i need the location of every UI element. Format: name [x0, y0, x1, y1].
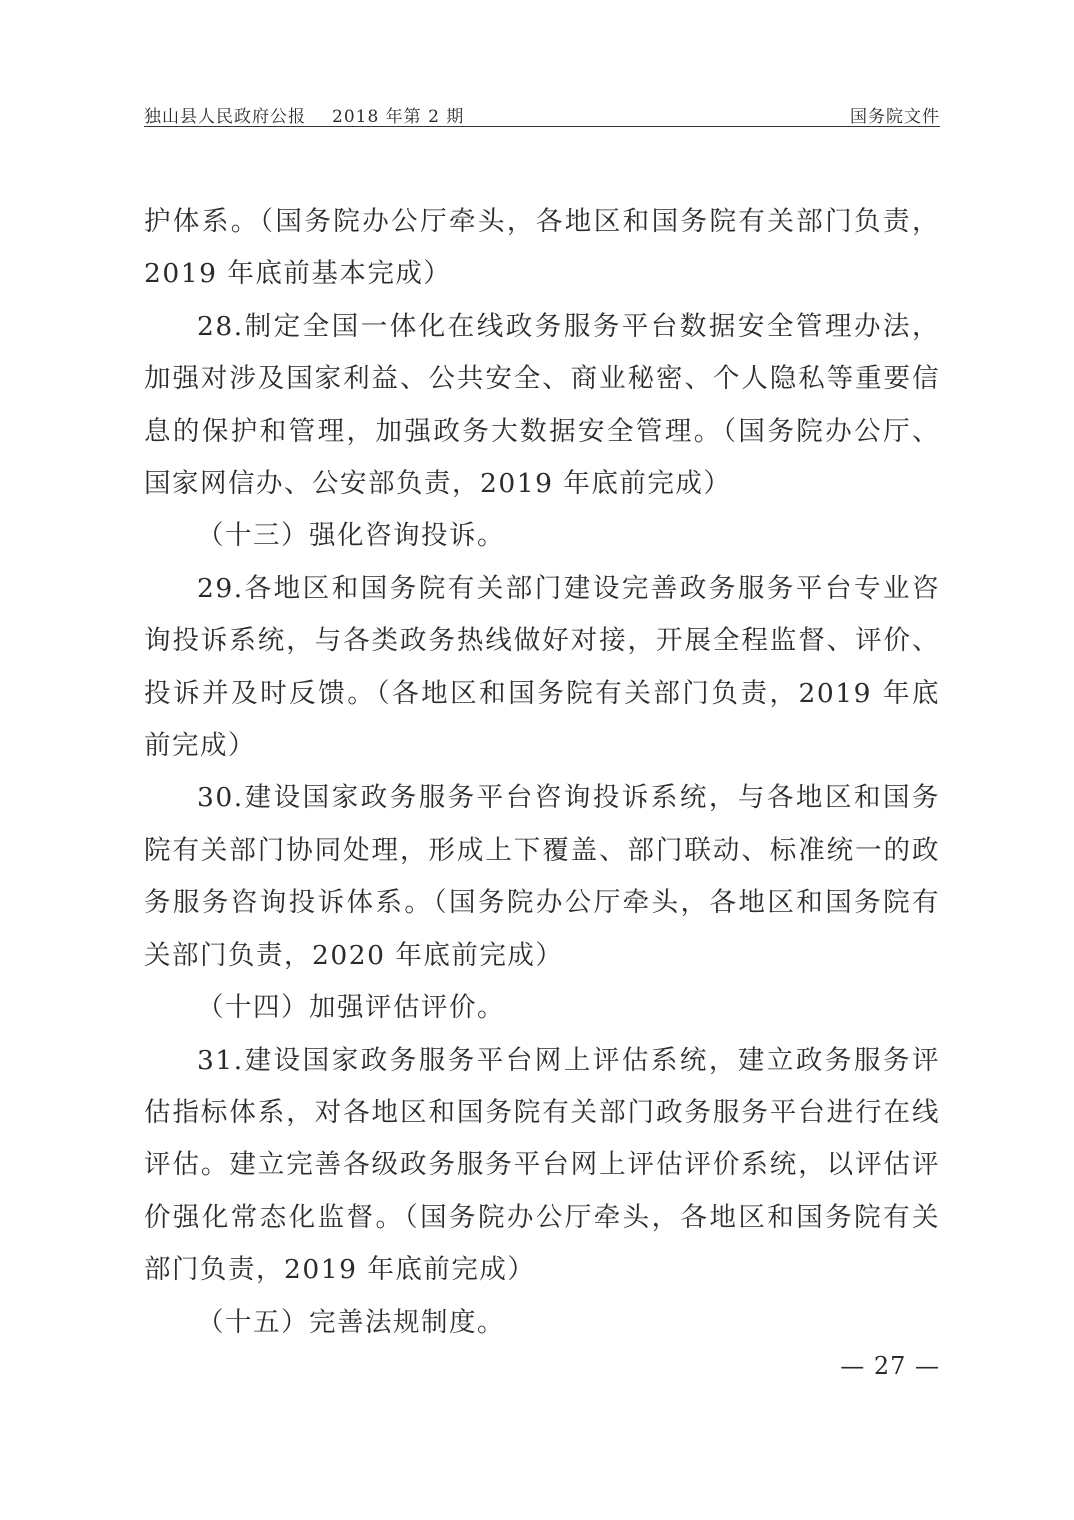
section-heading-14: （十四）加强评估评价。 [197, 992, 505, 1024]
paragraph-item-29: 29.各地区和国务院有关部门建设完善政务服务平台专业咨询投诉系统，与各类政务热线做好对接，开展全程监督、评价、投诉并及时反馈。（各地区和国务院有关部门负责，2019 年底前完成） [144, 572, 940, 762]
issue-number: 2018 年第 2 期 [332, 107, 465, 127]
paragraph-continuation: 护体系。（国务院办公厅牵头，各地区和国务院有关部门负责，2019 年底前基本完成） [144, 206, 940, 290]
page-number: — 27 — [840, 1352, 940, 1380]
publication-title: 独山县人民政府公报 [144, 107, 306, 127]
paragraph-item-30: 30.建设国家政务服务平台咨询投诉系统，与各地区和国务院有关部门协同处理，形成上下覆盖、部门联动、标准统一的政务服务咨询投诉体系。（国务院办公厅牵头，各地区和国务院有关部门负责，2020 年底前完成） [144, 782, 940, 971]
page-header [144, 100, 940, 127]
section-heading-13: （十三）强化咨询投诉。 [197, 520, 505, 552]
header-section: 国务院文件 [850, 107, 940, 127]
section-heading-15: （十五）完善法规制度。 [197, 1306, 505, 1338]
paragraph-item-31: 31.建设国家政务服务平台网上评估系统，建立政务服务评估指标体系，对各地区和国务院有关部门政务服务平台进行在线评估。建立完善各级政务服务平台网上评估评价系统，以评估评价强化常态化监督。（国务院办公厅牵头，各地区和国务院有关部门负责，2019 年底前完成） [144, 1044, 940, 1286]
document-body [144, 196, 940, 1349]
paragraph-item-28: 28.制定全国一体化在线政务服务平台数据安全管理办法，加强对涉及国家利益、公共安全、商业秘密、个人隐私等重要信息的保护和管理，加强政务大数据安全管理。（国务院办公厅、国家网信办、公安部负责，2019 年底前完成） [144, 310, 940, 500]
header-left [144, 102, 464, 127]
